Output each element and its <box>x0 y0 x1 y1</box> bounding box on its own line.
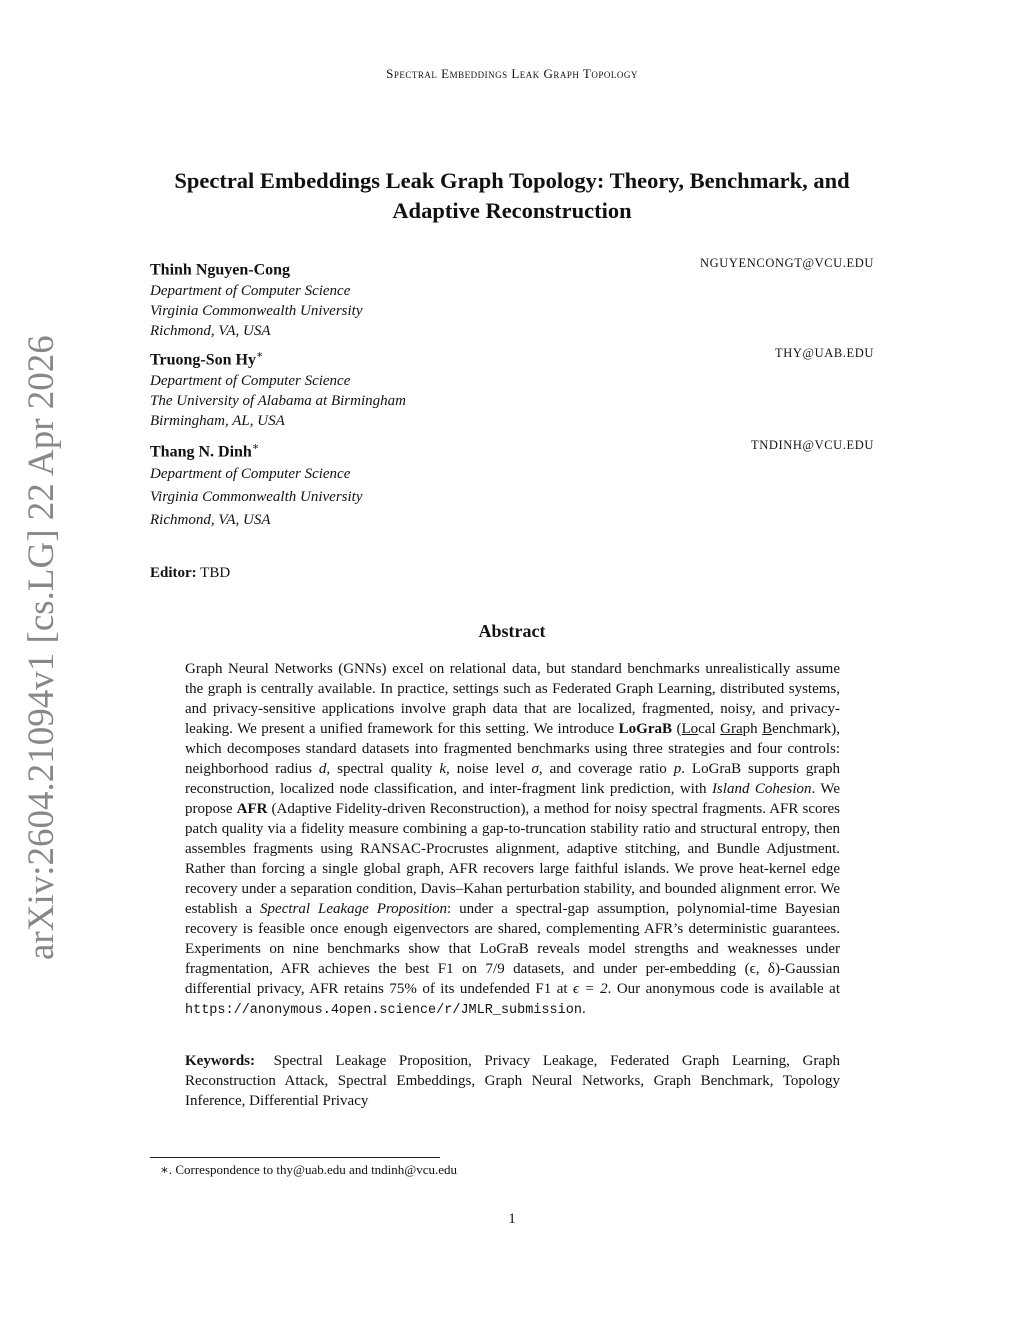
author-email: THY@UAB.EDU <box>774 346 874 360</box>
author-block-1 <box>150 254 874 341</box>
author-location: Richmond, VA, USA <box>150 323 271 340</box>
author-institution: The University of Alabama at Birmingham <box>150 393 406 410</box>
abstract-body: Graph Neural Networks (GNNs) excel on relational data, but standard benchmarks unrealistically assume the graph is centrally available. In practice, settings such as Federated Graph Learning, distributed systems, and privacy-sensitive applications involve graph data that are localized, fragmented, noisy, and privacy-leaking. We present a unified framework for this setting. We introduce LoGraB (Local Graph Benchmark), which decomposes standard datasets into fragmented benchmarks using three strategies and four controls: neighborhood radius d, spectral quality k, noise level σ, and coverage ratio p. LoGraB supports graph reconstruction, localized node classification, and inter-fragment link prediction, with Island Cohesion. We propose AFR (Adaptive Fidelity-driven Reconstruction), a method for noisy spectral fragments. AFR scores patch quality via a fidelity measure combining a gap-to-truncation stability ratio and structural entropy, then assembles fragments using RANSAC-Procrustes alignment, adaptive stitching, and Bundle Adjustment. Rather than forcing a single global graph, AFR recovers large faithful islands. We prove heat-kernel edge recovery under a separation condition, Davis–Kahan perturbation stability, and bounded alignment error. We establish a Spectral Leakage Proposition: under a spectral-gap assumption, polynomial-time Bayesian recovery is feasible once enough eigenvectors are shared, complementing AFR’s deterministic guarantees. Experiments on nine benchmarks show that LoGraB reveals model strengths and weaknesses under fragmentation, AFR achieves the best F1 on 7/9 datasets, and under per-embedding (ϵ, δ)-Gaussian differential privacy, AFR retains 75% of its undefended F1 at ϵ = 2. Our anonymous code is available at https://anonymous.4open.science/r/JMLR_submission. <box>185 661 841 1018</box>
author-department: Department of Computer Science <box>150 283 351 300</box>
author-email: NGUYENCONGT@VCU.EDU <box>700 256 874 270</box>
arxiv-stamp: arXiv:2604.21094v1 [cs.LG] 22 Apr 2026 <box>21 335 62 960</box>
editor-line <box>150 565 230 582</box>
editor-label: Editor: <box>150 565 197 581</box>
author-email: TNDINH@VCU.EDU <box>750 438 874 452</box>
author-department: Department of Computer Science <box>150 466 351 483</box>
footnote <box>160 1162 457 1178</box>
author-name: Thinh Nguyen-Cong <box>150 261 291 279</box>
author-name: Truong-Son Hy∗ <box>150 349 264 369</box>
author-block-3 <box>150 436 874 532</box>
keywords-label: Keywords: <box>185 1053 255 1069</box>
author-department: Department of Computer Science <box>150 373 351 390</box>
author-location: Richmond, VA, USA <box>150 512 271 529</box>
footnote-mark: ∗. <box>160 1162 173 1177</box>
code-link[interactable]: https://anonymous.4open.science/r/JMLR_submission <box>185 1003 582 1018</box>
paper-title: Spectral Embeddings Leak Graph Topology: Theory, Benchmark, and Adaptive Reconstruction <box>174 168 850 223</box>
author-name: Thang N. Dinh∗ <box>150 441 260 461</box>
author-block-2 <box>150 344 874 431</box>
author-institution: Virginia Commonwealth University <box>150 303 363 320</box>
abstract-heading: Abstract <box>478 621 546 641</box>
page-number: 1 <box>508 1211 516 1227</box>
author-institution: Virginia Commonwealth University <box>150 489 363 506</box>
running-head: Spectral Embeddings Leak Graph Topology <box>386 66 638 81</box>
keywords <box>185 1051 840 1111</box>
footnote-text: Correspondence to thy@uab.edu and tndinh@vcu.edu <box>175 1162 458 1177</box>
keywords-text: Spectral Leakage Proposition, Privacy Leakage, Federated Graph Learning, Graph Reconstruction Attack, Spectral Embeddings, Graph Neural Networks, Graph Benchmark, Topology Inference, Differential Privacy <box>185 1053 840 1109</box>
footnote-rule <box>150 1157 440 1158</box>
author-location: Birmingham, AL, USA <box>150 413 285 430</box>
editor-value: TBD <box>200 565 231 581</box>
